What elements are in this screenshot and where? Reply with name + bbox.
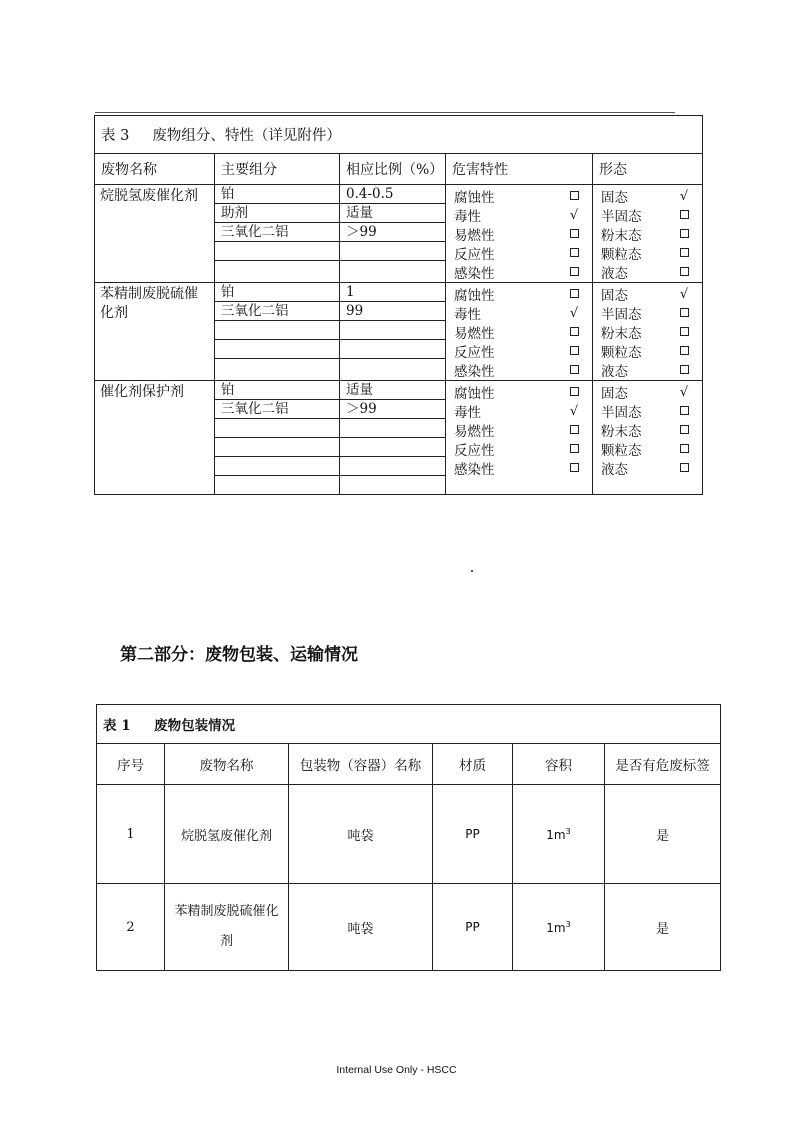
hazard-checklist <box>446 283 593 381</box>
header-main-component: 主要组分 <box>215 154 340 185</box>
form-option <box>593 401 702 420</box>
hazard-option <box>446 243 592 262</box>
component-ratio: 适量 <box>340 204 445 223</box>
checkbox-empty-icon <box>680 463 689 472</box>
checkbox-empty-icon <box>570 267 579 276</box>
form-label: 固态 <box>601 287 628 304</box>
component-name <box>215 438 339 457</box>
row-volume <box>513 884 605 971</box>
form-label: 液态 <box>601 461 628 478</box>
component-name <box>215 321 339 340</box>
checkmark-icon: √ <box>679 188 689 204</box>
component-name <box>215 419 339 438</box>
hazard-label: 毒性 <box>454 404 481 421</box>
hazard-option <box>446 360 592 379</box>
form-label: 半固态 <box>601 208 642 225</box>
component-ratio: 0.4-0.5 <box>340 185 445 204</box>
header-waste-name: 废物名称 <box>95 154 215 185</box>
checkbox-empty-icon <box>680 248 689 257</box>
form-option <box>593 322 702 341</box>
form-option <box>593 382 702 401</box>
form-checklist <box>593 381 703 495</box>
volume-value: 1m <box>546 827 566 842</box>
waste-group-row <box>95 381 703 495</box>
checkbox-empty-icon <box>570 346 579 355</box>
row-label: 是 <box>605 884 721 971</box>
form-label: 半固态 <box>601 306 642 323</box>
component-name <box>215 242 339 261</box>
component-ratio <box>340 419 445 438</box>
form-label: 液态 <box>601 265 628 282</box>
header-label: 是否有危废标签 <box>605 744 721 785</box>
checkbox-empty-icon <box>570 229 579 238</box>
top-rule <box>95 112 675 113</box>
checkbox-empty-icon <box>680 327 689 336</box>
ratio-column <box>340 283 446 381</box>
row-label: 是 <box>605 785 721 884</box>
form-option <box>593 224 702 243</box>
row-container: 吨袋 <box>289 785 433 884</box>
form-label: 颗粒态 <box>601 246 642 263</box>
hazard-label: 毒性 <box>454 208 481 225</box>
component-ratio <box>340 457 445 476</box>
table-waste-packaging <box>96 704 721 971</box>
hazard-label: 易燃性 <box>454 423 495 440</box>
row-no: 2 <box>97 884 165 971</box>
checkmark-icon: √ <box>679 286 689 302</box>
component-name <box>215 457 339 476</box>
table-row <box>97 884 721 971</box>
component-ratio <box>340 261 445 280</box>
section2-title: 第二部分：废物包装、运输情况 <box>120 645 358 665</box>
waste-name: 烷脱氢废催化剂 <box>95 185 215 283</box>
component-ratio: 适量 <box>340 381 445 400</box>
checkbox-empty-icon <box>570 327 579 336</box>
hazard-label: 感染性 <box>454 363 495 380</box>
hazard-option <box>446 401 592 420</box>
form-label: 粉末态 <box>601 227 642 244</box>
component-name: 三氧化二铝 <box>215 302 339 321</box>
ratio-column <box>340 185 446 283</box>
table-waste-composition <box>94 115 703 495</box>
component-name <box>215 359 339 378</box>
table1-header-row <box>97 744 721 785</box>
hazard-label: 反应性 <box>454 246 495 263</box>
ratio-column <box>340 381 446 495</box>
component-column <box>215 381 340 495</box>
row-material: PP <box>433 884 513 971</box>
checkbox-empty-icon <box>680 406 689 415</box>
header-seq: 序号 <box>97 744 165 785</box>
header-volume: 容积 <box>513 744 605 785</box>
form-option <box>593 420 702 439</box>
hazard-option <box>446 205 592 224</box>
waste-name: 苯精制废脱硫催化剂 <box>95 283 215 381</box>
waste-group-row <box>95 185 703 283</box>
checkbox-empty-icon <box>680 210 689 219</box>
form-option <box>593 360 702 379</box>
row-waste-name: 苯精制废脱硫催化剂 <box>165 884 289 971</box>
row-no: 1 <box>97 785 165 884</box>
checkbox-empty-icon <box>570 387 579 396</box>
hazard-label: 易燃性 <box>454 325 495 342</box>
scan-speck <box>471 570 473 572</box>
component-ratio <box>340 359 445 378</box>
header-ratio: 相应比例（%） <box>340 154 446 185</box>
table1-caption <box>97 705 721 744</box>
header-container: 包装物（容器）名称 <box>289 744 433 785</box>
hazard-option <box>446 262 592 281</box>
hazard-option <box>446 420 592 439</box>
component-ratio: ＞99 <box>340 223 445 242</box>
hazard-checklist <box>446 381 593 495</box>
hazard-option <box>446 186 592 205</box>
checkmark-icon: √ <box>569 403 579 419</box>
hazard-label: 感染性 <box>454 461 495 478</box>
header-material: 材质 <box>433 744 513 785</box>
checkbox-empty-icon <box>570 289 579 298</box>
checkbox-empty-icon <box>570 425 579 434</box>
component-ratio: ＞99 <box>340 400 445 419</box>
form-option <box>593 303 702 322</box>
footer-note: Internal Use Only - HSCC <box>336 1064 457 1076</box>
hazard-label: 反应性 <box>454 442 495 459</box>
hazard-label: 易燃性 <box>454 227 495 244</box>
form-option <box>593 205 702 224</box>
form-label: 颗粒态 <box>601 442 642 459</box>
hazard-label: 反应性 <box>454 344 495 361</box>
component-ratio: 99 <box>340 302 445 321</box>
checkbox-empty-icon <box>570 248 579 257</box>
component-ratio <box>340 321 445 340</box>
checkbox-empty-icon <box>680 346 689 355</box>
volume-unit-sup: 3 <box>565 919 571 929</box>
hazard-label: 毒性 <box>454 306 481 323</box>
form-label: 颗粒态 <box>601 344 642 361</box>
hazard-option <box>446 322 592 341</box>
form-label: 液态 <box>601 363 628 380</box>
component-column <box>215 185 340 283</box>
form-label: 半固态 <box>601 404 642 421</box>
component-name: 铂 <box>215 283 339 302</box>
table1-caption-title: 废物包装情况 <box>154 718 236 734</box>
checkmark-icon: √ <box>679 384 689 400</box>
form-option <box>593 439 702 458</box>
table-row <box>97 785 721 884</box>
component-ratio <box>340 242 445 261</box>
row-material: PP <box>433 785 513 884</box>
hazard-option <box>446 439 592 458</box>
hazard-label: 腐蚀性 <box>454 189 495 206</box>
hazard-option <box>446 303 592 322</box>
hazard-label: 感染性 <box>454 265 495 282</box>
checkbox-empty-icon <box>570 444 579 453</box>
component-ratio <box>340 476 445 495</box>
hazard-option <box>446 458 592 477</box>
volume-unit-sup: 3 <box>565 826 571 836</box>
form-option <box>593 458 702 477</box>
form-option <box>593 341 702 360</box>
component-name: 铂 <box>215 381 339 400</box>
header-hazard: 危害特性 <box>446 154 593 185</box>
hazard-option <box>446 284 592 303</box>
checkbox-empty-icon <box>680 444 689 453</box>
hazard-option <box>446 224 592 243</box>
component-name <box>215 476 339 495</box>
hazard-label: 腐蚀性 <box>454 287 495 304</box>
checkbox-empty-icon <box>680 365 689 374</box>
table3-header-row <box>95 154 703 185</box>
component-name: 铂 <box>215 185 339 204</box>
component-ratio <box>340 438 445 457</box>
header-form: 形态 <box>593 154 703 185</box>
form-option <box>593 186 702 205</box>
checkbox-empty-icon <box>570 191 579 200</box>
volume-value: 1m <box>546 920 566 935</box>
hazard-option <box>446 341 592 360</box>
table1-caption-no: 表 1 <box>103 718 131 734</box>
header-waste-name: 废物名称 <box>165 744 289 785</box>
table3-caption-title: 废物组分、特性（详见附件） <box>152 128 341 144</box>
checkbox-empty-icon <box>570 365 579 374</box>
component-name <box>215 261 339 280</box>
waste-group-row <box>95 283 703 381</box>
form-checklist <box>593 185 703 283</box>
row-waste-name: 烷脱氢废催化剂 <box>165 785 289 884</box>
checkbox-empty-icon <box>570 463 579 472</box>
form-option <box>593 284 702 303</box>
table3-caption <box>95 116 703 154</box>
checkbox-empty-icon <box>680 229 689 238</box>
hazard-label: 腐蚀性 <box>454 385 495 402</box>
component-name: 三氧化二铝 <box>215 400 339 419</box>
form-option <box>593 262 702 281</box>
form-checklist <box>593 283 703 381</box>
waste-name: 催化剂保护剂 <box>95 381 215 495</box>
form-label: 固态 <box>601 385 628 402</box>
component-name: 助剂 <box>215 204 339 223</box>
checkmark-icon: √ <box>569 207 579 223</box>
table3-caption-no: 表 3 <box>101 128 130 144</box>
checkbox-empty-icon <box>680 267 689 276</box>
component-name: 三氧化二铝 <box>215 223 339 242</box>
checkbox-empty-icon <box>680 425 689 434</box>
form-label: 粉末态 <box>601 325 642 342</box>
form-option <box>593 243 702 262</box>
component-ratio: 1 <box>340 283 445 302</box>
checkbox-empty-icon <box>680 308 689 317</box>
component-name <box>215 340 339 359</box>
checkmark-icon: √ <box>569 305 579 321</box>
component-column <box>215 283 340 381</box>
form-label: 粉末态 <box>601 423 642 440</box>
row-container: 吨袋 <box>289 884 433 971</box>
component-ratio <box>340 340 445 359</box>
form-label: 固态 <box>601 189 628 206</box>
hazard-option <box>446 382 592 401</box>
hazard-checklist <box>446 185 593 283</box>
row-volume <box>513 785 605 884</box>
